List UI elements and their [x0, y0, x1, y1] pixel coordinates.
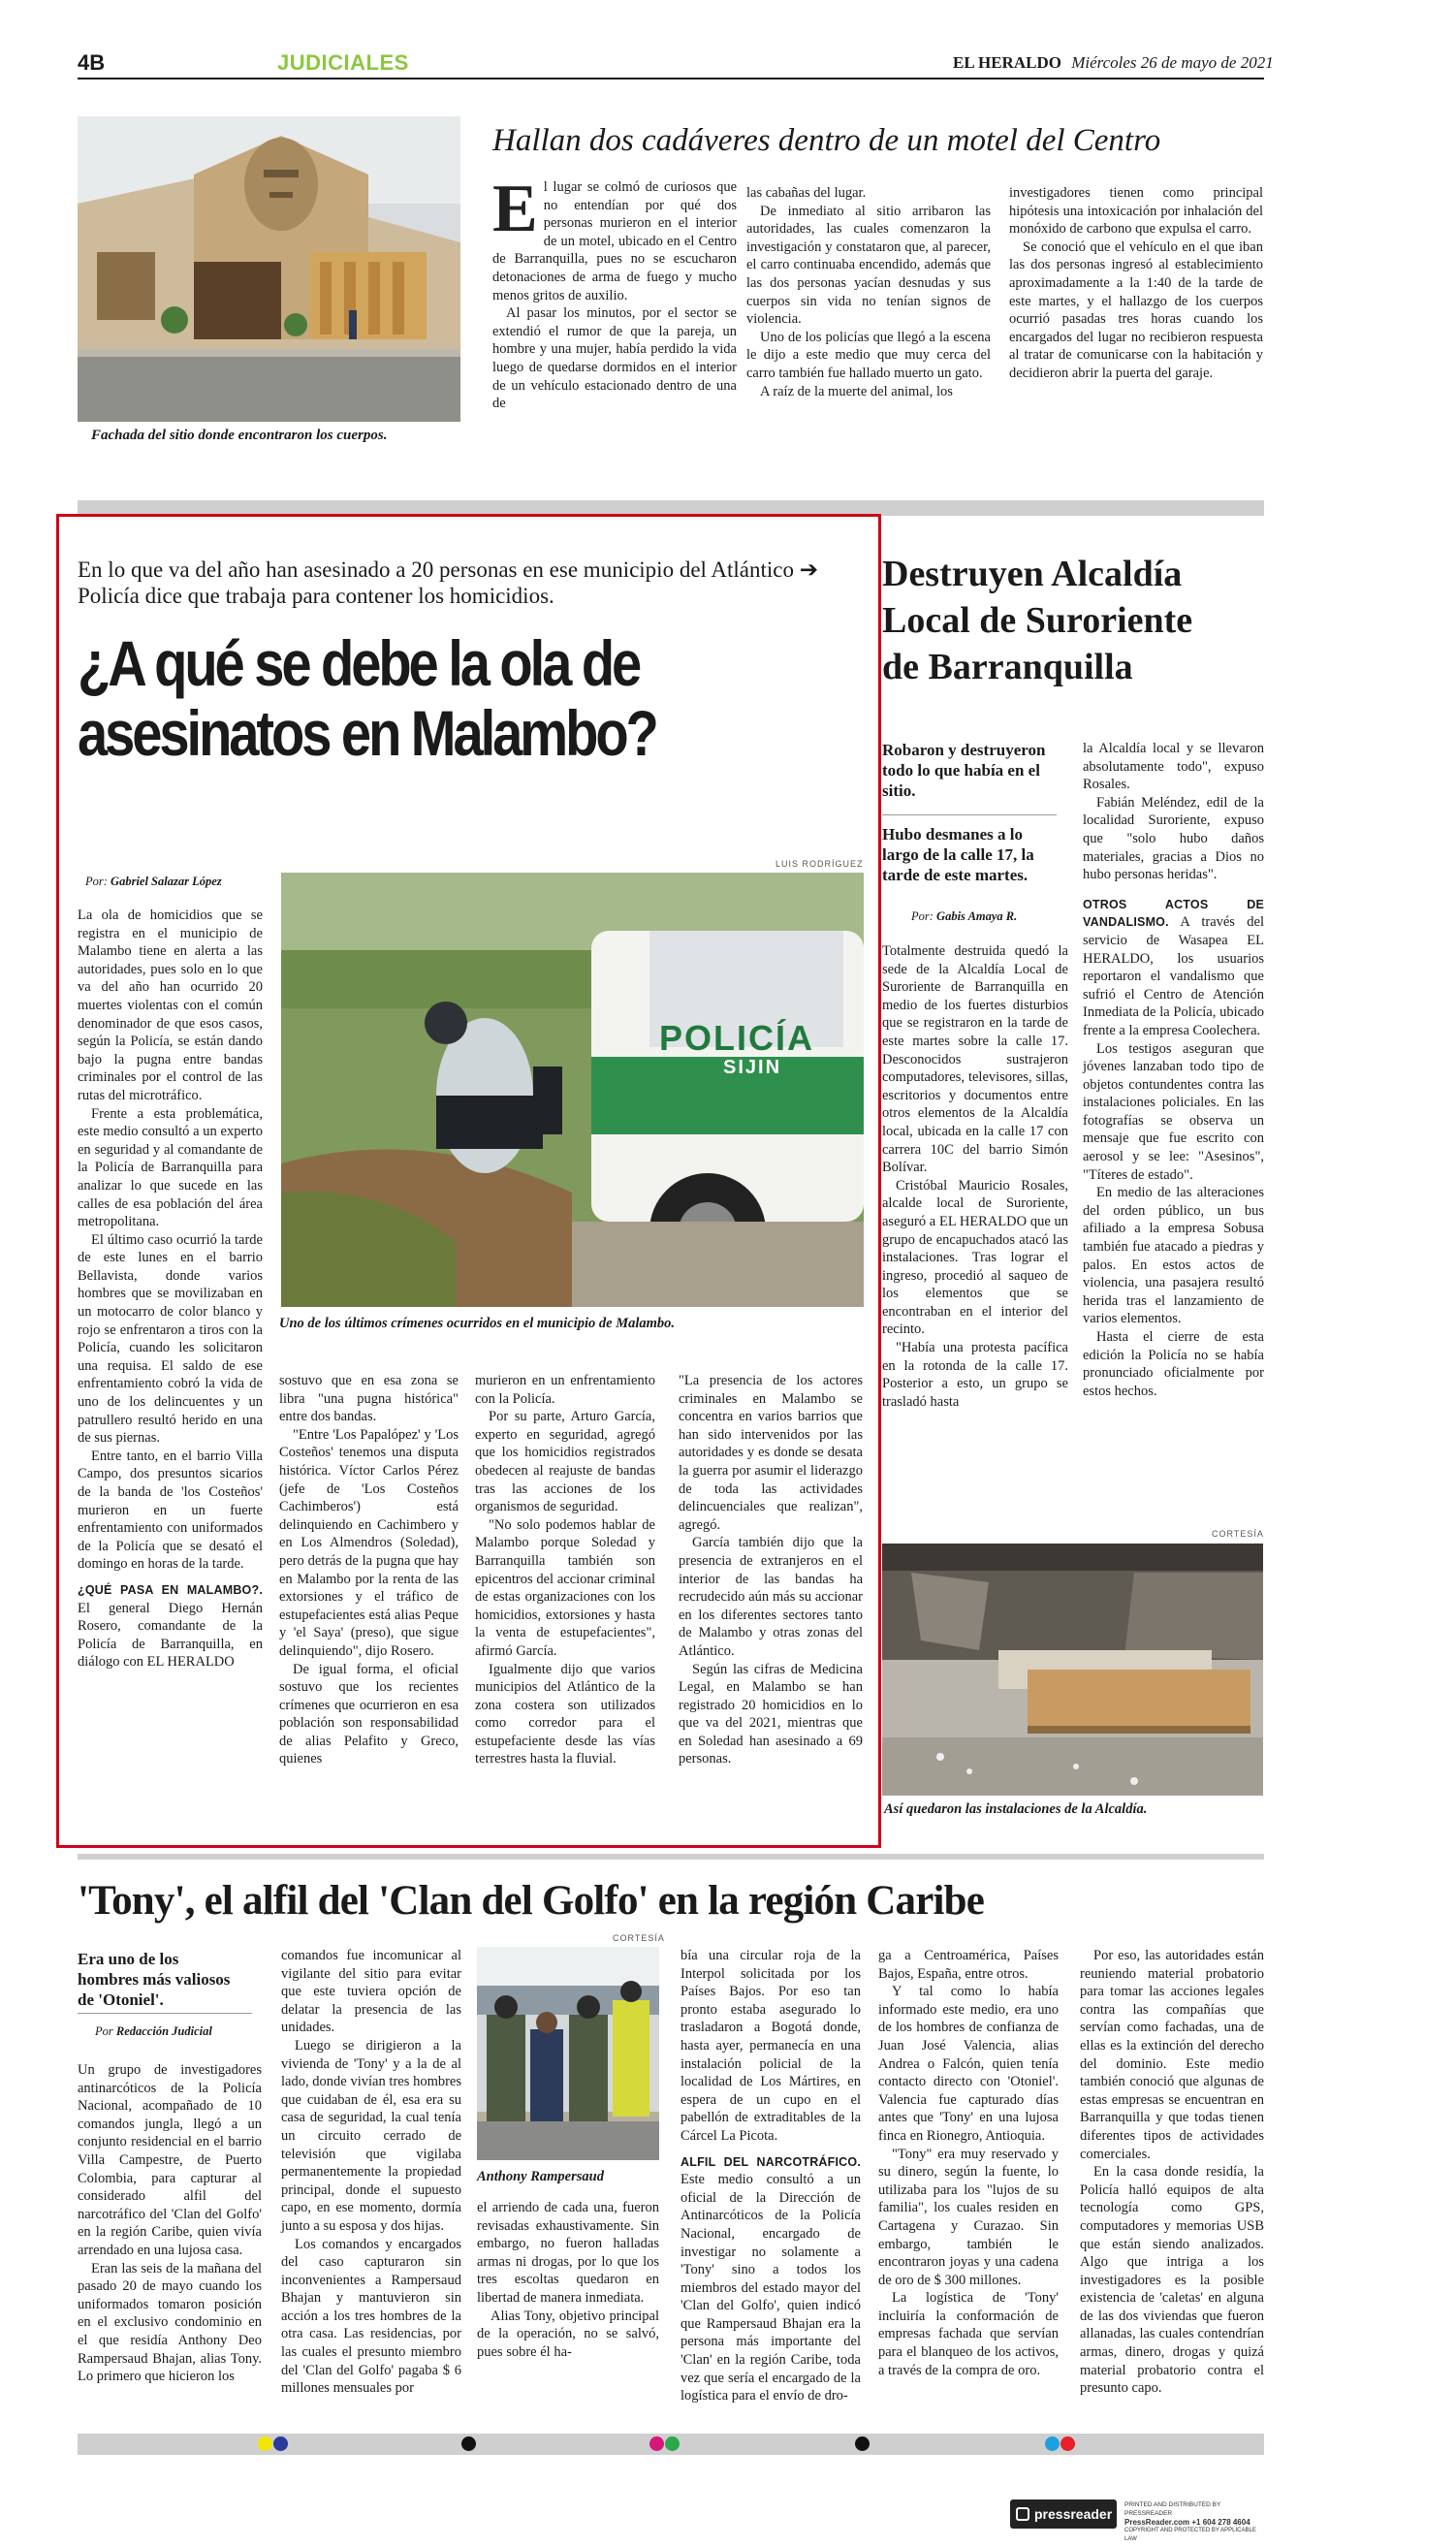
tony-paragraph: Alias Tony, objetivo principal de la operación, no se salvó, pues sobre él ha-	[477, 2308, 659, 2360]
registration-dot	[1060, 2436, 1075, 2451]
registration-dot	[273, 2436, 288, 2451]
tony-summary-divider	[78, 2013, 252, 2014]
section-label: JUDICIALES	[277, 50, 409, 75]
tony-paragraph: Eran las seis de la mañana del pasado 20 de mayo cuando los uniformados tomaron posición en el exclusivo condominio en el que residía Anthony Deo Rampersaud Bhajan, alias Tony. Lo primero que hicieron los	[78, 2260, 262, 2385]
tony-paragraph: Y tal como lo había informado este medio, era uno de los hombres de confianza de Juan José Valencia, alias Andrea o Falcón, quien tenía contacto directo con 'Otoniel'. Valencia fue capturado días antes que 'Tony' en una lujosa finca en Rionegro, Antioquia.	[878, 1984, 1059, 2144]
registration-dot	[855, 2436, 870, 2451]
tony-subhead: ALFIL DEL NARCOTRÁFICO.	[681, 2154, 861, 2169]
motel-facade-photo	[78, 116, 460, 422]
tony-arrest-photo	[477, 1947, 659, 2160]
motel-paragraph: Se conoció que el vehículo en el que iban las dos personas ingresó al establecimiento aproximadamente a la 1:40 de la tarde de este martes, y el hallazgo de los cuerpos ocurrió pasadas tres horas cuando los encargados del lugar no recibieron respuesta al tratar de comunicarse con la habitación y decidieron abrir la puerta del garaje.	[1009, 239, 1263, 381]
alcaldia-damage-photo	[882, 1544, 1263, 1796]
pressreader-icon	[1016, 2507, 1029, 2521]
tony-paragraph: En la casa donde residía, la Policía halló equipos de alta tecnología como GPS, computadores y memorias USB que están siendo analizados. Algo que intriga a los investigadores es la posible existencia de 'caletas' en alguna de las dos viviendas que fueron allanadas, las cuales contendrían armas, dinero, drogas y quizá material probatorio contra el presunto capo.	[1080, 2164, 1264, 2397]
tony-column-3	[477, 2199, 659, 2361]
motel-paragraph: A raíz de la muerte del animal, los	[760, 383, 953, 399]
tony-column-6	[1080, 1947, 1264, 2398]
registration-dot	[665, 2436, 680, 2451]
malambo-paragraph: "La presencia de los actores criminales en Malambo se concentra en varios barrios que han sido intervenidos por las autoridades y es donde se desata la guerra por asumir el liderazgo de toda las actividades delincuenciales que realizan", agregó.	[679, 1373, 863, 1533]
motel-headline: Hallan dos cadáveres dentro de un motel del Centro	[492, 123, 1161, 158]
malambo-paragraph: Según las cifras de Medicina Legal, en Malambo se han registrado 20 homicidios en lo que va del 2021, mientras que en Soledad han asesinado a 69 personas.	[679, 1661, 863, 1767]
malambo-paragraph: "No solo podemos hablar de Malambo porque Soledad y Barranquilla también son epicentros del accionar criminal de estas organizaciones con los homicidios, extorsiones y hasta la venta de estupefacientes", afirmó García.	[475, 1516, 655, 1659]
alcaldia-byline: Por: Gabis Amaya R.	[911, 909, 1018, 923]
alcaldia-paragraph: OTROS ACTOS DE VANDALISMO. A través del servicio de Wasapea EL HERALDO, los usuarios reportaron el vandalismo que sufrió el Centro de Atención Inmediata de la Policía, ubicado frente a la empresa Coolechera.	[1083, 897, 1265, 1038]
motel-paragraph: investigadores tienen como principal hipótesis una intoxicación por inhalación del monóxido de carbono que expulsa el carro.	[1009, 185, 1263, 238]
tony-column-1	[78, 2061, 262, 2386]
tony-photo-credit: CORTESÍA	[613, 1933, 665, 1943]
malambo-column-1	[78, 907, 263, 1671]
alcaldia-paragraph: Fabián Meléndez, edil de la localidad Suroriente, expuso que "solo hubo daños materiales, gracias a Dios no hubo personas heridas".	[1083, 794, 1264, 883]
registration-dot	[649, 2436, 664, 2451]
paper-name: EL HERALDO	[953, 53, 1061, 72]
motel-column-3	[1009, 184, 1263, 383]
header-rule	[78, 78, 1264, 80]
pressreader-wordmark: pressreader	[1034, 2506, 1113, 2522]
registration-dot	[1045, 2436, 1060, 2451]
page-number: 4B	[78, 50, 106, 75]
alcaldia-paragraph: Totalmente destruida quedó la sede de la Alcaldía Local de Suroriente de Barranquilla en medio de los fuertes disturbios que se registraron en la tarde de este martes sobre la calle 17. Desconocidos sustrajeron computadores, televisores, sillas, escritorios y documentos entre otros elementos de la Alcaldía local, ubicada en la calle 17 con carrera 10C del barrio Simón Bolívar.	[882, 943, 1068, 1176]
alcaldia-headline: Destruyen Alcaldía Local de Suroriente de Barranquilla	[882, 554, 1193, 687]
alcaldia-paragraph: En medio de las alteraciones del orden público, un bus afiliado a la empresa Sobusa también fue atacado a piedras y palos. En estos actos de violencia, una pasajera resultó herida tras el lanzamiento de varios elementos.	[1083, 1185, 1264, 1327]
malambo-paragraph: Entre tanto, en el barrio Villa Campo, dos presuntos sicarios de la banda de 'los Costeños' murieron en un fuerte enfrentamiento con uniformados de la Policía que se desató el domingo en horas de la tarde.	[78, 1448, 263, 1573]
tony-paragraph: ALFIL DEL NARCOTRÁFICO. Este medio consultó a un oficial de la Dirección de Antinarcóticos de la Policía Nacional, encargado de investigar no solamente a 'Tony' sino a todos los miembros del estado mayor del 'Clan del Golfo', quien indicó que Rampersaud Bhajan era la persona más importante del 'Clan' en la región Caribe, toda vez que sería el encargado de la logística para el envío de dro-	[681, 2154, 861, 2404]
issue-date: Miércoles 26 de mayo de 2021	[1071, 53, 1274, 72]
section-divider	[78, 1854, 1264, 1860]
motel-photo-caption: Fachada del sitio donde encontraron los cuerpos.	[91, 428, 388, 443]
motel-paragraph: las cabañas del lugar.	[746, 185, 867, 201]
tony-paragraph: Luego se dirigieron a la vivienda de 'Tony' y a la de al lado, donde vivían tres hombres que cuidaban de él, esa era su casa de seguridad, la cual tenía un circuito cerrado de televisión que vigilaba permanentemente la propiedad principal, donde el supuesto capo, en ese momento, dormía junto a su esposa y dos hijas.	[281, 2037, 461, 2234]
malambo-paragraph: sostuvo que en esa zona se libra "una pugna histórica" entre dos bandas.	[279, 1373, 459, 1425]
malambo-paragraph: La ola de homicidios que se registra en el municipio de Malambo tiene en alerta a las autoridades, pues solo en lo que va del año han ocurrido 20 muertes violentas con el común denominador de que esos casos, según la Policía, se están dando bajo la pugna entre bandas criminales por el control de las rutas del microtráfico.	[78, 907, 263, 1103]
motel-paragraph: Al pasar los minutos, por el sector se extendió el rumor de que la pareja, un hombre y una mujer, había perdido la vida luego de quedarse dormidos en el interior de un vehículo estacionado dentro de una de	[492, 305, 737, 412]
tony-column-2	[281, 1947, 461, 2398]
malambo-paragraph: murieron en un enfrentamiento con la Policía.	[475, 1373, 655, 1407]
malambo-column-4	[679, 1372, 863, 1768]
alcaldia-paragraph: Cristóbal Mauricio Rosales, alcalde local de Suroriente, aseguró a EL HERALDO que un grupo de encapuchados atacó las instalaciones. Tras lograr el ingreso, procedió al saqueo de los elementos que se encontraban en el interior del recinto.	[882, 1177, 1068, 1338]
police-scene-photo	[281, 873, 864, 1307]
pressreader-info: PRINTED AND DISTRIBUTED BY PRESSREADER PressReader.com +1 604 278 4604 COPYRIGHT AND PROTECTED BY APPLICABLE LAW	[1124, 2501, 1256, 2542]
tony-paragraph: ga a Centroamérica, Países Bajos, España, entre otros.	[878, 1948, 1059, 1982]
tony-headline: 'Tony', el alfil del 'Clan del Golfo' en la región Caribe	[78, 1878, 985, 1924]
police-label: POLICÍA	[659, 1018, 815, 1058]
pressreader-logo[interactable]	[1010, 2499, 1117, 2529]
motel-paragraph: Uno de los policías que llegó a la escena le dijo a este medio que muy cerca del carro también fue hallado muerto un gato.	[746, 329, 991, 381]
malambo-byline: Por: Gabriel Salazar López	[85, 875, 222, 888]
alcaldia-paragraph: la Alcaldía local y se llevaron absolutamente todo", expuso Rosales.	[1083, 741, 1264, 793]
malambo-photo-credit: LUIS RODRÍGUEZ	[775, 859, 864, 869]
tony-paragraph: "Tony" era muy reservado y su dinero, según la fuente, lo utilizaba para los "lujos de su familia", los cuales residen en Cartagena y Curazao. Sin embargo, también le encontraron joyas y una cadena de oro de $ 300 millones.	[878, 2146, 1059, 2288]
motel-column-2	[746, 184, 991, 400]
tony-photo-caption: Anthony Rampersaud	[477, 2169, 604, 2184]
alcaldia-paragraph: Los testigos aseguran que jóvenes lanzaban todo tipo de objetos contundentes contra las instalaciones policiales. En las fotografías se observa un mensaje que fue escrito con aerosol y se lee: "Asesinos", "Títeres de estado".	[1083, 1040, 1264, 1183]
registration-dot	[461, 2436, 476, 2451]
motel-column-1	[492, 172, 737, 413]
alcaldia-paragraph: "Había una protesta pacífica en la rotonda de la calle 17. Posterior a esto, un grupo se trasladó hasta	[882, 1340, 1068, 1410]
alcaldia-paragraph: Hasta el cierre de esta edición la Policía no se había pronunciado oficialmente por estos hechos.	[1083, 1329, 1264, 1399]
malambo-paragraph: García también dijo que la presencia de extranjeros en el interior de las bandas ha recrudecido aún más su accionar en los diferentes sectores tanto de Malambo y otras zonas del Atlántico.	[679, 1535, 863, 1659]
alcaldia-summary-2: Hubo desmanes a lo largo de la calle 17, la tarde de este martes.	[882, 825, 1034, 884]
registration-dot	[258, 2436, 272, 2451]
malambo-paragraph: El último caso ocurrió la tarde de este lunes en el barrio Bellavista, donde varios hombres que se movilizaban en un motocarro de color blanco y rojo se enfrentaron a tiros con la Policía, cuando les solicitaron una requisa. El saldo de ese enfrentamiento cobró la vida de uno de los delincuentes y un patrullero resultó herido en una de sus piernas.	[78, 1231, 263, 1447]
arrow-icon: ➔	[799, 557, 819, 582]
tony-paragraph: Los comandos y encargados del caso capturaron sin inconvenientes a Rampersaud Bhajan y mantuvieron sin acción a los tres hombres de la otra casa. Las residencias, por las cuales el presunto miembro del 'Clan del Golfo' pagaba $ 6 millones mensuales por	[281, 2236, 461, 2397]
tony-paragraph: La logística de 'Tony' incluiría la conformación de empresas fachada que servían para el blanqueo de los activos, a través de la compra de oro.	[878, 2290, 1059, 2378]
malambo-column-2	[279, 1372, 459, 1768]
motel-paragraph: De inmediato al sitio arribaron las autoridades, las cuales comenzaron la investigación y constataron que, al parecer, el carro continuaba encendido, además que las dos personas yacían desnudas y sus cuerpos sin vida no tenían signos de violencia.	[746, 203, 991, 328]
tony-paragraph: Por eso, las autoridades están reuniendo material probatorio para tomar las acciones legales contra las compañías que servían como fachadas, una de ellas es la extinción del derecho del dominio. Este medio también conoció que algunas de estas empresas se encuentran en Barranquilla y que todas tienen diferentes tipos de actividades comerciales.	[1080, 1948, 1264, 2162]
masthead	[953, 53, 1274, 73]
sijin-label: SIJIN	[723, 1057, 782, 1078]
alcaldia-summary-1: Robaron y destruyeron todo lo que había en el sitio.	[882, 741, 1046, 800]
malambo-column-3	[475, 1372, 655, 1768]
tony-byline: Por Redacción Judicial	[95, 2024, 212, 2038]
malambo-deck: En lo que va del año han asesinado a 20 personas en ese municipio del Atlántico ➔ Policía dice que trabaja para contener los homicidios.	[78, 557, 819, 608]
alcaldia-summary-divider	[882, 814, 1057, 815]
malambo-paragraph: Frente a esta problemática, este medio consultó a un experto en seguridad y al comandante de la Policía de Barranquilla para analizar lo que sucede en las calles de esa población del área metropolitana.	[78, 1105, 263, 1230]
malambo-headline: ¿A qué se debe la ola de asesinatos en Malambo?	[78, 627, 656, 769]
tony-column-4	[681, 1947, 861, 2405]
alcaldia-column-1	[882, 942, 1068, 1411]
tony-paragraph: bía una circular roja de la Interpol solicitada por los Países Bajos. Por eso tan pronto estaba asegurado lo trasladaron a Bogotá donde, hasta ayer, permanecía en una instalación policial de la localidad de Los Mártires, en espera de un cupo en el pabellón de extraditables de la Cárcel La Picota.	[681, 1948, 861, 2144]
malambo-subhead: ¿QUÉ PASA EN MALAMBO?.	[78, 1582, 263, 1597]
tony-paragraph: comandos fue incomunicar al vigilante del sitio para evitar que este tuviera opción de delatar la presencia de las unidades.	[281, 1948, 461, 2036]
alcaldia-column-2	[1083, 740, 1264, 1400]
alcaldia-photo-credit: CORTESÍA	[1212, 1529, 1264, 1539]
tony-paragraph: el arriendo de cada una, fueron revisadas exhaustivamente. Sin embargo, no fueron halladas armas ni drogas, por lo que los tres escoltas quedaron en libertad de manera inmediata.	[477, 2200, 659, 2306]
motel-paragraph: El lugar se colmó de curiosos que no entendían por qué dos personas murieron en el interior de un motel, ubicado en el Centro de Barranquilla, pues no se escucharon detonaciones de arma de fuego y mucho menos gritos de auxilio.	[492, 172, 737, 303]
drop-cap: E	[492, 172, 538, 246]
tony-column-5	[878, 1947, 1059, 2379]
malambo-paragraph: ¿QUÉ PASA EN MALAMBO?. El general Diego Hernán Rosero, comandante de la Policía de Barranquilla, en diálogo con EL HERALDO	[78, 1582, 263, 1671]
malambo-paragraph: Por su parte, Arturo García, experto en seguridad, agregó que los homicidios registrados obedecen al reajuste de bandas tras las acciones de los organismos de seguridad.	[475, 1409, 655, 1515]
tony-summary: Era uno de los hombres más valiosos de 'Otoniel'.	[78, 1950, 231, 2009]
alcaldia-subhead: OTROS ACTOS DE VANDALISMO.	[1083, 897, 1264, 930]
malambo-paragraph: "Entre 'Los Papalópez' y 'Los Costeños' tenemos una disputa histórica. Víctor Carlos Pérez (jefe de 'Los Costeños Cachimberos') está delinquiendo en Cachimbero y en Los Almendros (Soledad), pero detrás de la pugna que hay en Malambo por la renta de las extorsiones y el tráfico de estupefacientes está alias Peque y 'el Saya' (preso), que sigue delinquiendo", dijo Rosero.	[279, 1426, 459, 1659]
alcaldia-photo-caption: Así quedaron las instalaciones de la Alcaldía.	[884, 1801, 1148, 1817]
tony-paragraph: Un grupo de investigadores antinarcóticos de la Policía Nacional, acompañado de 10 comandos jungla, llegó a un conjunto residencial en el barrio Villa Campestre, de Puerto Colombia, para capturar al considerado alfil del narcotráfico del 'Clan del Golfo' en la región Caribe, quien vivía arrendado en una lujosa casa.	[78, 2062, 262, 2258]
malambo-paragraph: De igual forma, el oficial sostuvo que los recientes crímenes que ocurrieron en esa población son responsabilidad de alias Pelafito y Greco, quienes	[279, 1661, 459, 1767]
malambo-paragraph: Igualmente dijo que varios municipios del Atlántico de la zona costera son utilizados como corredor para el estupefaciente desde las vías terrestres hasta la fluvial.	[475, 1661, 655, 1767]
malambo-photo-caption: Uno de los últimos crímenes ocurridos en el municipio de Malambo.	[279, 1316, 676, 1331]
